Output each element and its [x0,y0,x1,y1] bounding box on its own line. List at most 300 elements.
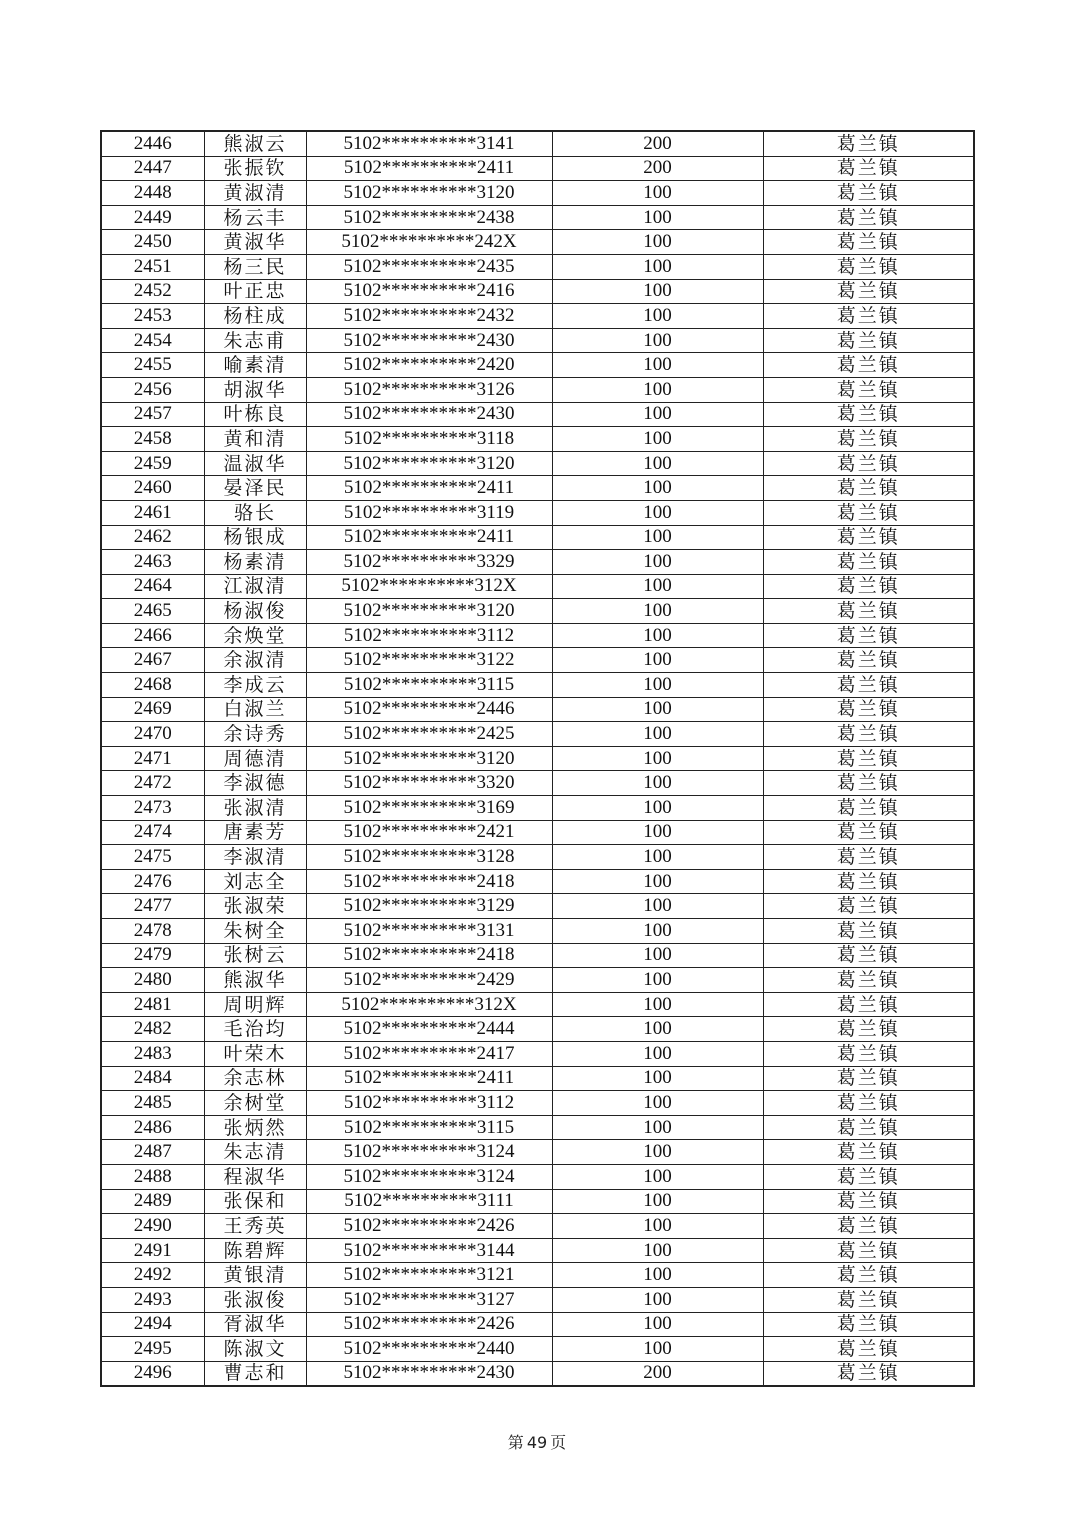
person-name-cell: 朱志清 [204,1140,306,1165]
table-row [101,427,974,452]
person-name-cell: 唐素芳 [204,820,306,845]
person-name-cell: 黄和清 [204,427,306,452]
amount-cell: 100 [552,574,763,599]
town-cell: 葛兰镇 [763,377,974,402]
id-number-cell: 5102**********3144 [306,1238,552,1263]
amount-cell: 100 [552,623,763,648]
town-cell: 葛兰镇 [763,746,974,771]
table-row [101,1066,974,1091]
row-number-cell: 2459 [101,451,204,476]
id-number-cell: 5102**********3118 [306,427,552,452]
person-name-cell: 余树堂 [204,1091,306,1116]
amount-cell: 100 [552,919,763,944]
town-cell: 葛兰镇 [763,648,974,673]
person-name-cell: 张树云 [204,943,306,968]
table-row [101,1312,974,1337]
amount-cell: 200 [552,131,763,156]
id-number-cell: 5102**********3122 [306,648,552,673]
id-number-cell: 5102**********3127 [306,1287,552,1312]
town-cell: 葛兰镇 [763,992,974,1017]
row-number-cell: 2449 [101,205,204,230]
row-number-cell: 2460 [101,476,204,501]
table-row [101,500,974,525]
id-number-cell: 5102**********2435 [306,254,552,279]
table-row [101,673,974,698]
person-name-cell: 王秀英 [204,1214,306,1239]
row-number-cell: 2465 [101,599,204,624]
roster-table [100,130,975,1387]
amount-cell: 100 [552,943,763,968]
id-number-cell: 5102**********2430 [306,402,552,427]
person-name-cell: 杨淑俊 [204,599,306,624]
id-number-cell: 5102**********3128 [306,845,552,870]
person-name-cell: 余诗秀 [204,722,306,747]
town-cell: 葛兰镇 [763,943,974,968]
town-cell: 葛兰镇 [763,1361,974,1386]
id-number-cell: 5102**********2430 [306,1361,552,1386]
table-row [101,279,974,304]
table-row [101,1287,974,1312]
amount-cell: 200 [552,1361,763,1386]
table-row [101,181,974,206]
row-number-cell: 2453 [101,304,204,329]
page-number: 49 [526,1433,548,1452]
person-name-cell: 张淑荣 [204,894,306,919]
row-number-cell: 2475 [101,845,204,870]
id-number-cell: 5102**********3115 [306,673,552,698]
amount-cell: 100 [552,476,763,501]
town-cell: 葛兰镇 [763,427,974,452]
amount-cell: 100 [552,500,763,525]
row-number-cell: 2494 [101,1312,204,1337]
row-number-cell: 2486 [101,1115,204,1140]
town-cell: 葛兰镇 [763,525,974,550]
person-name-cell: 骆长 [204,500,306,525]
amount-cell: 100 [552,377,763,402]
town-cell: 葛兰镇 [763,353,974,378]
table-row [101,623,974,648]
town-cell: 葛兰镇 [763,1263,974,1288]
town-cell: 葛兰镇 [763,1066,974,1091]
person-name-cell: 温淑华 [204,451,306,476]
person-name-cell: 叶正忠 [204,279,306,304]
id-number-cell: 5102**********2411 [306,1066,552,1091]
amount-cell: 100 [552,648,763,673]
person-name-cell: 胡淑华 [204,377,306,402]
amount-cell: 100 [552,451,763,476]
table-row [101,746,974,771]
town-cell: 葛兰镇 [763,156,974,181]
row-number-cell: 2470 [101,722,204,747]
table-row [101,1091,974,1116]
person-name-cell: 余淑清 [204,648,306,673]
town-cell: 葛兰镇 [763,131,974,156]
amount-cell: 100 [552,673,763,698]
id-number-cell: 5102**********3124 [306,1140,552,1165]
person-name-cell: 喻素清 [204,353,306,378]
amount-cell: 100 [552,304,763,329]
town-cell: 葛兰镇 [763,894,974,919]
row-number-cell: 2485 [101,1091,204,1116]
row-number-cell: 2450 [101,230,204,255]
table-row [101,353,974,378]
table-row [101,156,974,181]
town-cell: 葛兰镇 [763,968,974,993]
id-number-cell: 5102**********2438 [306,205,552,230]
row-number-cell: 2480 [101,968,204,993]
table-row [101,402,974,427]
amount-cell: 100 [552,1115,763,1140]
town-cell: 葛兰镇 [763,1287,974,1312]
id-number-cell: 5102**********3124 [306,1164,552,1189]
amount-cell: 100 [552,230,763,255]
amount-cell: 100 [552,771,763,796]
town-cell: 葛兰镇 [763,205,974,230]
table-row [101,1115,974,1140]
amount-cell: 100 [552,427,763,452]
person-name-cell: 周德清 [204,746,306,771]
amount-cell: 200 [552,156,763,181]
town-cell: 葛兰镇 [763,1189,974,1214]
amount-cell: 100 [552,1091,763,1116]
table-row [101,722,974,747]
table-row [101,451,974,476]
town-cell: 葛兰镇 [763,230,974,255]
row-number-cell: 2493 [101,1287,204,1312]
id-number-cell: 5102**********2444 [306,1017,552,1042]
amount-cell: 100 [552,1041,763,1066]
person-name-cell: 程淑华 [204,1164,306,1189]
table-row [101,968,974,993]
table-row [101,697,974,722]
page-footer [0,1430,1074,1453]
town-cell: 葛兰镇 [763,1164,974,1189]
amount-cell: 100 [552,353,763,378]
amount-cell: 100 [552,1287,763,1312]
row-number-cell: 2495 [101,1337,204,1362]
id-number-cell: 5102**********2411 [306,156,552,181]
row-number-cell: 2481 [101,992,204,1017]
id-number-cell: 5102**********3120 [306,181,552,206]
amount-cell: 100 [552,1140,763,1165]
row-number-cell: 2456 [101,377,204,402]
town-cell: 葛兰镇 [763,254,974,279]
person-name-cell: 张淑清 [204,796,306,821]
town-cell: 葛兰镇 [763,402,974,427]
amount-cell: 100 [552,1066,763,1091]
row-number-cell: 2463 [101,550,204,575]
row-number-cell: 2488 [101,1164,204,1189]
town-cell: 葛兰镇 [763,697,974,722]
id-number-cell: 5102**********3141 [306,131,552,156]
id-number-cell: 5102**********3119 [306,500,552,525]
town-cell: 葛兰镇 [763,181,974,206]
town-cell: 葛兰镇 [763,599,974,624]
id-number-cell: 5102**********2418 [306,869,552,894]
row-number-cell: 2487 [101,1140,204,1165]
table-row [101,377,974,402]
amount-cell: 100 [552,697,763,722]
town-cell: 葛兰镇 [763,476,974,501]
person-name-cell: 朱树全 [204,919,306,944]
table-row [101,1189,974,1214]
row-number-cell: 2482 [101,1017,204,1042]
person-name-cell: 陈碧辉 [204,1238,306,1263]
person-name-cell: 晏泽民 [204,476,306,501]
row-number-cell: 2461 [101,500,204,525]
person-name-cell: 熊淑云 [204,131,306,156]
town-cell: 葛兰镇 [763,1041,974,1066]
table-row [101,894,974,919]
person-name-cell: 杨柱成 [204,304,306,329]
town-cell: 葛兰镇 [763,771,974,796]
row-number-cell: 2447 [101,156,204,181]
id-number-cell: 5102**********2440 [306,1337,552,1362]
person-name-cell: 白淑兰 [204,697,306,722]
row-number-cell: 2473 [101,796,204,821]
town-cell: 葛兰镇 [763,451,974,476]
table-row [101,304,974,329]
row-number-cell: 2476 [101,869,204,894]
town-cell: 葛兰镇 [763,1337,974,1362]
id-number-cell: 5102**********3329 [306,550,552,575]
person-name-cell: 张淑俊 [204,1287,306,1312]
row-number-cell: 2468 [101,673,204,698]
town-cell: 葛兰镇 [763,1140,974,1165]
town-cell: 葛兰镇 [763,304,974,329]
town-cell: 葛兰镇 [763,869,974,894]
id-number-cell: 5102**********2426 [306,1214,552,1239]
person-name-cell: 江淑清 [204,574,306,599]
person-name-cell: 刘志全 [204,869,306,894]
table-row [101,648,974,673]
id-number-cell: 5102**********3115 [306,1115,552,1140]
row-number-cell: 2448 [101,181,204,206]
row-number-cell: 2455 [101,353,204,378]
id-number-cell: 5102**********2411 [306,525,552,550]
person-name-cell: 黄银清 [204,1263,306,1288]
person-name-cell: 毛治均 [204,1017,306,1042]
person-name-cell: 陈淑文 [204,1337,306,1362]
person-name-cell: 余志林 [204,1066,306,1091]
row-number-cell: 2446 [101,131,204,156]
row-number-cell: 2477 [101,894,204,919]
table-row [101,1214,974,1239]
id-number-cell: 5102**********3120 [306,746,552,771]
person-name-cell: 杨银成 [204,525,306,550]
person-name-cell: 周明辉 [204,992,306,1017]
amount-cell: 100 [552,279,763,304]
id-number-cell: 5102**********2411 [306,476,552,501]
amount-cell: 100 [552,845,763,870]
roster-table-body [101,131,974,1386]
person-name-cell: 李淑德 [204,771,306,796]
amount-cell: 100 [552,1263,763,1288]
town-cell: 葛兰镇 [763,1214,974,1239]
id-number-cell: 5102**********2430 [306,328,552,353]
table-row [101,205,974,230]
id-number-cell: 5102**********2432 [306,304,552,329]
row-number-cell: 2489 [101,1189,204,1214]
table-row [101,230,974,255]
row-number-cell: 2490 [101,1214,204,1239]
person-name-cell: 李淑清 [204,845,306,870]
amount-cell: 100 [552,181,763,206]
amount-cell: 100 [552,205,763,230]
table-row [101,1337,974,1362]
town-cell: 葛兰镇 [763,550,974,575]
person-name-cell: 黄淑华 [204,230,306,255]
person-name-cell: 张炳然 [204,1115,306,1140]
person-name-cell: 黄淑清 [204,181,306,206]
town-cell: 葛兰镇 [763,1115,974,1140]
town-cell: 葛兰镇 [763,574,974,599]
page-label-prefix: 第 [507,1433,524,1452]
page-label-suffix: 页 [550,1433,567,1452]
table-row [101,1164,974,1189]
table-row [101,820,974,845]
amount-cell: 100 [552,820,763,845]
person-name-cell: 叶荣木 [204,1041,306,1066]
row-number-cell: 2451 [101,254,204,279]
amount-cell: 100 [552,525,763,550]
table-row [101,796,974,821]
town-cell: 葛兰镇 [763,673,974,698]
town-cell: 葛兰镇 [763,1238,974,1263]
id-number-cell: 5102**********3169 [306,796,552,821]
id-number-cell: 5102**********2446 [306,697,552,722]
person-name-cell: 张保和 [204,1189,306,1214]
row-number-cell: 2483 [101,1041,204,1066]
table-row [101,328,974,353]
id-number-cell: 5102**********2425 [306,722,552,747]
table-row [101,845,974,870]
row-number-cell: 2496 [101,1361,204,1386]
id-number-cell: 5102**********3129 [306,894,552,919]
id-number-cell: 5102**********3121 [306,1263,552,1288]
town-cell: 葛兰镇 [763,623,974,648]
table-row [101,1238,974,1263]
amount-cell: 100 [552,1238,763,1263]
amount-cell: 100 [552,1214,763,1239]
amount-cell: 100 [552,328,763,353]
row-number-cell: 2452 [101,279,204,304]
table-row [101,992,974,1017]
row-number-cell: 2479 [101,943,204,968]
table-row [101,1263,974,1288]
table-row [101,476,974,501]
person-name-cell: 胥淑华 [204,1312,306,1337]
id-number-cell: 5102**********3120 [306,451,552,476]
table-row [101,771,974,796]
row-number-cell: 2472 [101,771,204,796]
id-number-cell: 5102**********2421 [306,820,552,845]
amount-cell: 100 [552,894,763,919]
table-row [101,869,974,894]
person-name-cell: 余焕堂 [204,623,306,648]
town-cell: 葛兰镇 [763,1017,974,1042]
amount-cell: 100 [552,254,763,279]
id-number-cell: 5102**********2417 [306,1041,552,1066]
amount-cell: 100 [552,968,763,993]
table-row [101,1361,974,1386]
person-name-cell: 曹志和 [204,1361,306,1386]
id-number-cell: 5102**********3112 [306,1091,552,1116]
town-cell: 葛兰镇 [763,722,974,747]
table-row [101,131,974,156]
table-row [101,1041,974,1066]
town-cell: 葛兰镇 [763,500,974,525]
table-row [101,599,974,624]
town-cell: 葛兰镇 [763,845,974,870]
row-number-cell: 2469 [101,697,204,722]
person-name-cell: 朱志甫 [204,328,306,353]
amount-cell: 100 [552,1189,763,1214]
table-row [101,254,974,279]
id-number-cell: 5102**********2416 [306,279,552,304]
table-row [101,1140,974,1165]
table-row [101,550,974,575]
id-number-cell: 5102**********3112 [306,623,552,648]
row-number-cell: 2492 [101,1263,204,1288]
amount-cell: 100 [552,599,763,624]
row-number-cell: 2464 [101,574,204,599]
table-row [101,919,974,944]
person-name-cell: 叶栋良 [204,402,306,427]
amount-cell: 100 [552,869,763,894]
id-number-cell: 5102**********3126 [306,377,552,402]
id-number-cell: 5102**********3111 [306,1189,552,1214]
row-number-cell: 2478 [101,919,204,944]
amount-cell: 100 [552,992,763,1017]
row-number-cell: 2491 [101,1238,204,1263]
row-number-cell: 2462 [101,525,204,550]
town-cell: 葛兰镇 [763,328,974,353]
person-name-cell: 杨三民 [204,254,306,279]
row-number-cell: 2474 [101,820,204,845]
row-number-cell: 2454 [101,328,204,353]
id-number-cell: 5102**********3120 [306,599,552,624]
table-row [101,1017,974,1042]
id-number-cell: 5102**********242X [306,230,552,255]
amount-cell: 100 [552,1017,763,1042]
town-cell: 葛兰镇 [763,919,974,944]
amount-cell: 100 [552,796,763,821]
amount-cell: 100 [552,1312,763,1337]
row-number-cell: 2466 [101,623,204,648]
id-number-cell: 5102**********312X [306,574,552,599]
amount-cell: 100 [552,1164,763,1189]
id-number-cell: 5102**********3131 [306,919,552,944]
person-name-cell: 杨云丰 [204,205,306,230]
amount-cell: 100 [552,550,763,575]
town-cell: 葛兰镇 [763,820,974,845]
amount-cell: 100 [552,1337,763,1362]
table-row [101,574,974,599]
id-number-cell: 5102**********2426 [306,1312,552,1337]
id-number-cell: 5102**********3320 [306,771,552,796]
row-number-cell: 2458 [101,427,204,452]
table-row [101,525,974,550]
town-cell: 葛兰镇 [763,1091,974,1116]
table-row [101,943,974,968]
person-name-cell: 杨素清 [204,550,306,575]
row-number-cell: 2457 [101,402,204,427]
id-number-cell: 5102**********2420 [306,353,552,378]
id-number-cell: 5102**********2429 [306,968,552,993]
person-name-cell: 张振钦 [204,156,306,181]
amount-cell: 100 [552,746,763,771]
